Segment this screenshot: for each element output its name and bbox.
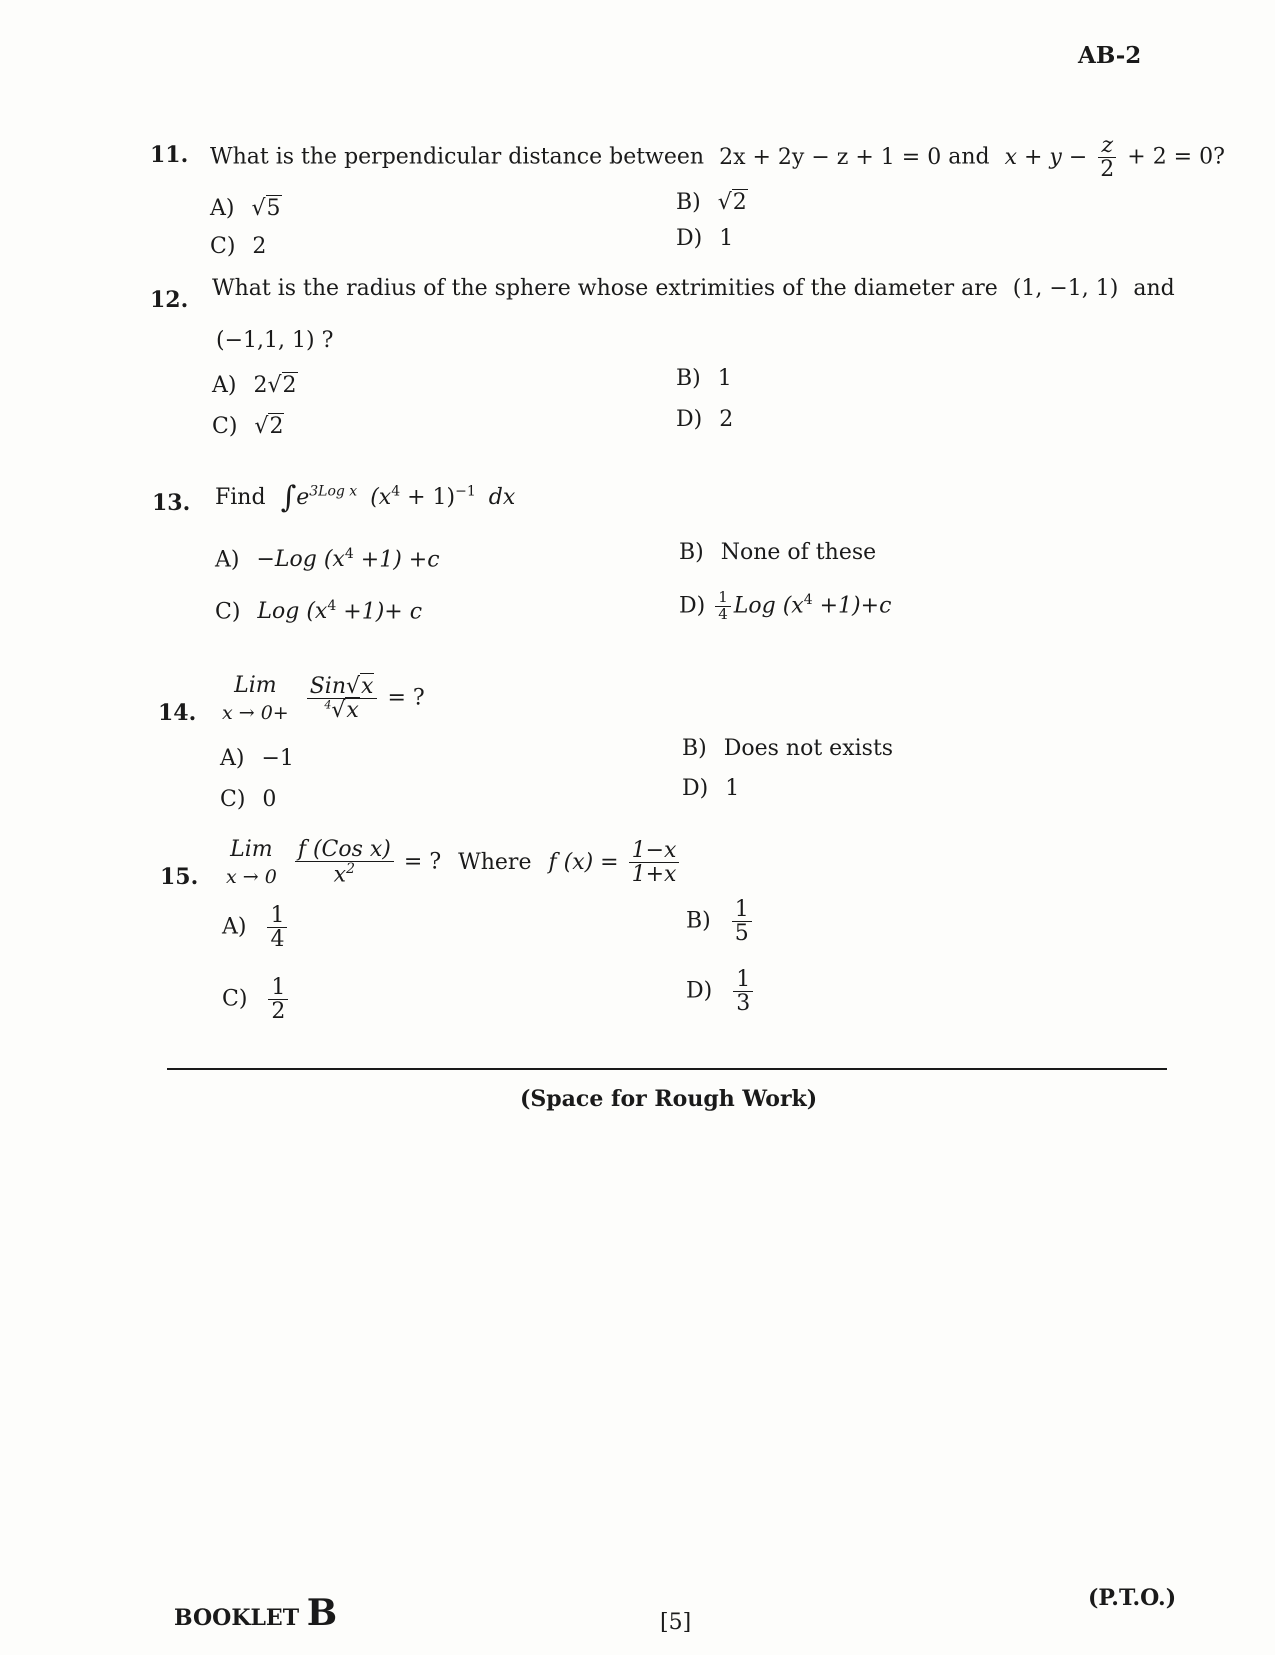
question-11-text bbox=[210, 134, 1225, 181]
q13-option-c: C) Log $(x^4 +1)+ c$ bbox=[215, 598, 423, 625]
pto-label: (P.T.O.) bbox=[1088, 1585, 1177, 1611]
q11-fraction: $\frac{z}{2}$ bbox=[1100, 133, 1115, 183]
fraction: $\frac{1}{5}$ bbox=[732, 898, 752, 945]
booklet-letter: B bbox=[306, 1592, 338, 1634]
root-icon: √x bbox=[331, 698, 359, 724]
fraction: $\frac{\text{Sin√x}}{^4√x}$ bbox=[307, 675, 378, 722]
question-13-text: Find $\int e^{3Log x}$ $(x^4 + 1)^{-1}$ dx bbox=[215, 480, 516, 515]
fraction: $\frac{1}{4}$ bbox=[267, 904, 287, 951]
paper-code: AB-2 bbox=[1078, 42, 1142, 69]
q14-option-b: B) Does not exists bbox=[682, 736, 894, 761]
sqrt-icon: √5 bbox=[251, 196, 281, 221]
question-13-number: 13. bbox=[152, 490, 191, 516]
q12-option-b: B) 1 bbox=[676, 366, 732, 391]
q11-plane-2-right: + 2 = 0? bbox=[1127, 144, 1225, 170]
q14-option-d: D) 1 bbox=[682, 776, 740, 801]
limit: Lim x → 0+ bbox=[222, 673, 289, 724]
q13-option-b: B) None of these bbox=[679, 540, 877, 565]
q14-option-a: A) −1 bbox=[220, 746, 294, 771]
q14-option-c: C) 0 bbox=[220, 787, 277, 812]
page-number: [5] bbox=[660, 1610, 692, 1635]
sqrt-icon: √2 bbox=[267, 373, 297, 398]
fraction: $\frac{\text{f (Cos x)}}{x^2}$ bbox=[295, 838, 394, 887]
q11-option-d: D) 1 bbox=[676, 226, 734, 251]
q15-option-c: C) $\frac{1}{2}$ bbox=[222, 976, 291, 1023]
q11-option-a: A) √5 bbox=[210, 196, 281, 221]
q11-stem: What is the perpendicular distance between bbox=[210, 144, 705, 170]
booklet-label: BOOKLET B bbox=[174, 1592, 338, 1634]
question-14-number: 14. bbox=[158, 700, 197, 726]
fraction: $\frac{1}{2}$ bbox=[268, 976, 288, 1023]
q11-plane-1: 2x + 2y − z + 1 = 0 bbox=[719, 144, 942, 170]
sqrt-icon: √x bbox=[346, 674, 374, 700]
q15-option-d: D) $\frac{1}{3}$ bbox=[686, 968, 756, 1015]
question-12-number: 12. bbox=[150, 287, 189, 313]
limit: Lim x → 0 bbox=[226, 837, 277, 888]
sqrt-icon: √2 bbox=[254, 414, 284, 439]
q11-option-c: C) 2 bbox=[210, 234, 267, 259]
q13-option-a: A) −Log $(x^4 +1) +c$ bbox=[215, 546, 440, 573]
sqrt-icon: √2 bbox=[717, 190, 747, 215]
q11-option-b: B) √2 bbox=[676, 190, 747, 215]
q12-option-a: A) 2√2 bbox=[212, 373, 297, 398]
question-14-text: Lim x → 0+ $\frac{\text{Sin√x}}{^4√x}$ = ? bbox=[222, 673, 425, 724]
fraction: $\frac{1-x}{1+x}$ bbox=[629, 839, 680, 886]
q11-plane-2-left: x + y − bbox=[1004, 144, 1088, 170]
q15-option-b: B) $\frac{1}{5}$ bbox=[686, 898, 755, 945]
question-15-number: 15. bbox=[160, 864, 199, 890]
q12-point-2: (−1,1, 1) ? bbox=[216, 328, 334, 353]
q12-option-c: C) √2 bbox=[212, 414, 284, 439]
question-11-number: 11. bbox=[150, 142, 189, 168]
fraction: $\frac{1}{4}$ bbox=[715, 590, 731, 623]
question-15-text: Lim x → 0 $\frac{\text{f (Cos x)}}{x^2}$ = ? Where f (x) = $\frac{1-x}{1+x}$ bbox=[226, 836, 682, 889]
rough-work-label: (Space for Rough Work) bbox=[520, 1086, 818, 1112]
q13-option-d: D) $\frac{1}{4}$ Log $(x^4 +1)+c$ bbox=[679, 588, 892, 623]
q12-point-1: (1, −1, 1) bbox=[1012, 276, 1119, 301]
divider bbox=[167, 1068, 1167, 1070]
question-12-text: What is the radius of the sphere whose extrimities of the diameter are (1, −1, 1) and bbox=[212, 276, 1175, 301]
fraction: $\frac{1}{3}$ bbox=[733, 968, 753, 1015]
q15-option-a: A) $\frac{1}{4}$ bbox=[222, 904, 290, 951]
q11-and: and bbox=[948, 144, 990, 170]
integral-icon: ∫ bbox=[280, 480, 297, 515]
q12-option-d: D) 2 bbox=[676, 407, 734, 432]
